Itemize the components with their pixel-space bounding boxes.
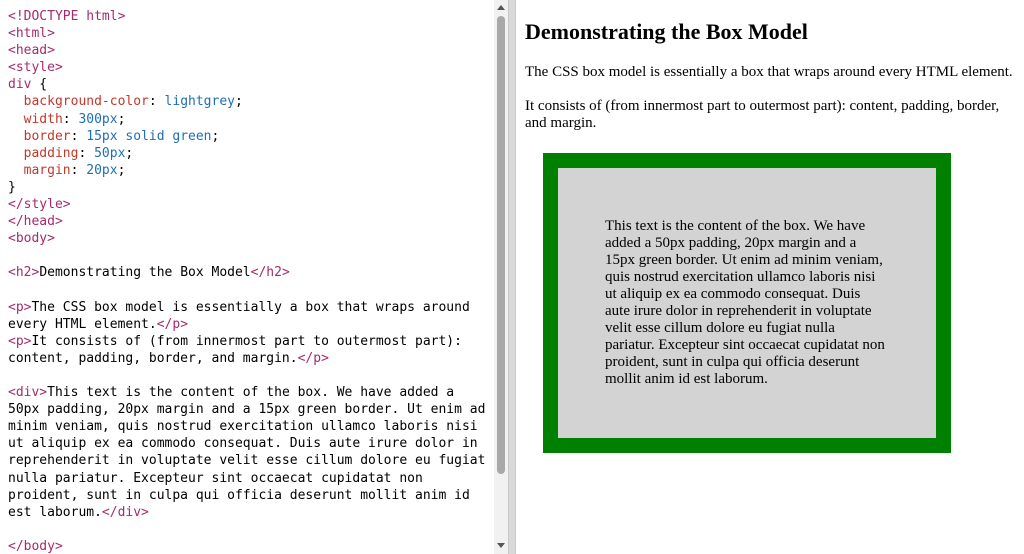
code-line[interactable]: width: 300px; <box>23 111 126 127</box>
code-line[interactable] <box>8 247 492 264</box>
preview-paragraph-2: It consists of (from innermost part to outermost part): content, padding, border, and margin. <box>525 97 1000 131</box>
box-content-text: This text is the content of the box. We have added a 50px padding, 20px margin and a 15px green border. Ut enim ad minim veniam, quis nostrud exercitation ullamco laboris nisi ut aliquip ex ea commodo consequat. Duis aute irure dolor in reprehenderit in voluptate velit esse cillum dolore eu fugiat nulla pariatur. Excepteur sint occaecat cupidatat non proident, sunt in culpa qui officia deserunt mollit anim id est laborum. <box>605 217 885 387</box>
code-line[interactable]: padding: 50px; <box>23 145 134 161</box>
code-line[interactable]: <head> <box>8 43 55 59</box>
pane-divider[interactable] <box>508 0 516 554</box>
code-line[interactable]: <div>This text is the content of the box. We have added a 50px padding, 20px margin and a 15px green border. Ut enim ad minim veniam, quis nostrud exercitation ullamco laboris nisi ut aliquip ex ea commodo consequat. Duis aute irure dolor in reprehenderit in voluptate velit esse cillum dolore eu fugiat nulla pariatur. Excepteur sint occaecat cupidatat non proident, sunt in culpa qui officia deserunt mollit anim id est laborum.</div> <box>8 385 494 520</box>
code-line[interactable]: } <box>8 179 16 195</box>
code-line[interactable] <box>8 282 492 299</box>
code-line[interactable]: <h2>Demonstrating the Box Model</h2> <box>8 265 290 281</box>
code-line[interactable]: div { <box>8 77 48 93</box>
code-line[interactable]: border: 15px solid green; <box>23 128 220 144</box>
code-line[interactable]: <p>The CSS box model is essentially a box that wraps around every HTML element.</p> <box>8 299 478 332</box>
box-model-demo <box>543 153 951 453</box>
code-line[interactable] <box>8 521 492 538</box>
code-line[interactable]: background-color: lightgrey; <box>23 94 243 110</box>
scroll-up-icon[interactable] <box>497 5 505 10</box>
code-line[interactable]: </body> <box>8 538 63 554</box>
code-line[interactable]: <!DOCTYPE html> <box>8 9 126 24</box>
code-lines[interactable] <box>8 8 492 554</box>
result-preview <box>516 0 1024 554</box>
code-line[interactable]: <html> <box>8 26 55 42</box>
code-line[interactable]: </style> <box>8 197 71 213</box>
preview-heading: Demonstrating the Box Model <box>525 19 808 44</box>
editor-scrollbar[interactable] <box>494 0 508 554</box>
code-line[interactable]: </head> <box>8 214 63 230</box>
code-line[interactable]: <body> <box>8 231 55 247</box>
code-editor[interactable] <box>0 0 494 554</box>
code-line[interactable]: <style> <box>8 60 63 76</box>
scroll-down-icon[interactable] <box>497 543 505 548</box>
code-line[interactable]: <p>It consists of (from innermost part to outermost part): content, padding, border, and margin.</p> <box>8 333 470 366</box>
scrollbar-thumb[interactable] <box>497 16 505 474</box>
preview-paragraph-1: The CSS box model is essentially a box that wraps around every HTML element. <box>525 64 1013 80</box>
code-line[interactable] <box>8 367 492 384</box>
code-line[interactable]: margin: 20px; <box>23 162 126 178</box>
